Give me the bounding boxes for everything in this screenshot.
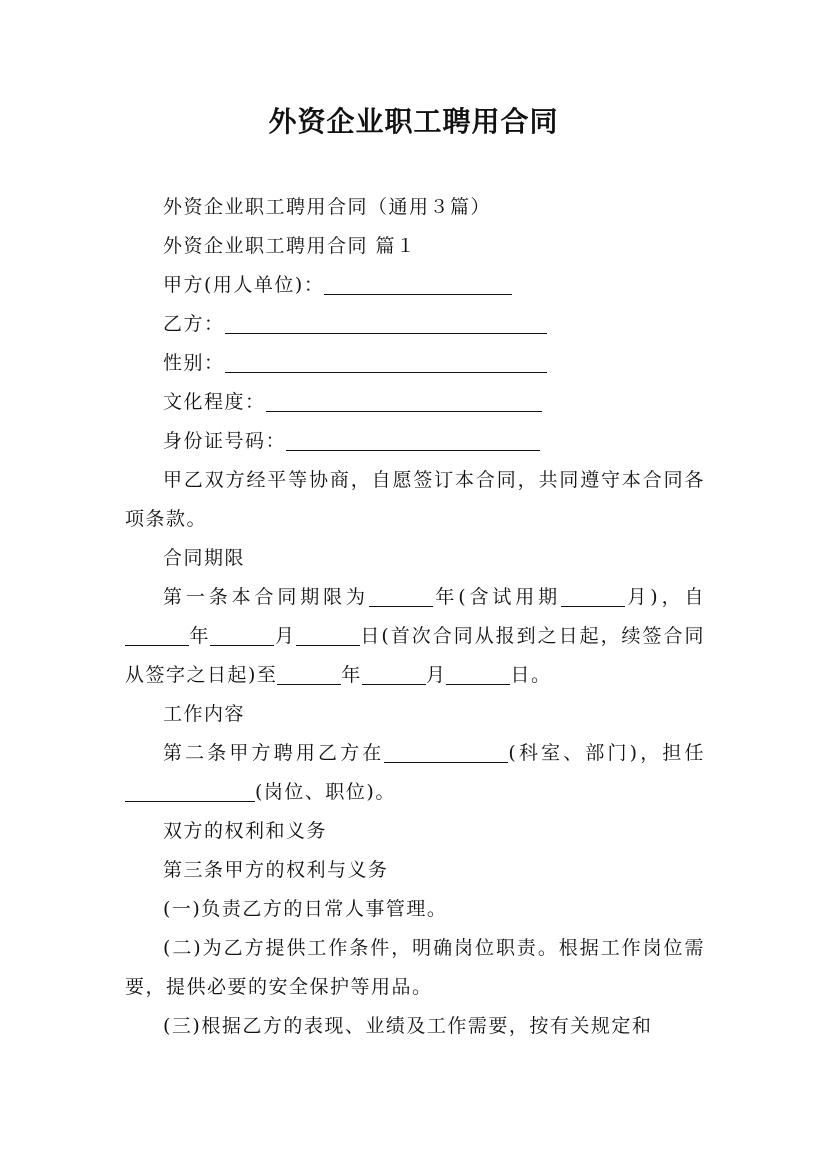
id-number-label: 身份证号码： [163,430,287,452]
document-title: 外资企业职工聘用合同 [268,105,559,138]
gender-blank [225,350,547,373]
party-b-line [125,305,705,344]
article-2-text-a: 第二条甲方聘用乙方在 [163,742,385,764]
end-month-blank [362,662,426,685]
article-1-text-h: 月 [425,664,447,686]
education-blank [266,389,542,412]
article-2-text-b: (科室、部门)，担任 [508,742,705,764]
article-1-text-i: 日。 [510,664,552,686]
article-2-text-c: (岗位、职位)。 [255,781,396,803]
department-blank [384,740,508,763]
article-3-item-2: (二)为乙方提供工作条件，明确岗位职责。根据工作岗位需要，提供必要的安全保护等用品。 [125,937,705,998]
document-body [125,188,705,1046]
party-a-label: 甲方(用人单位)： [163,274,325,296]
end-day-blank [446,662,510,685]
work-heading: 工作内容 [163,703,246,725]
article-1-text-f: 日(首次合同从报到之日起，续签合同从签字之日起)至 [125,625,705,686]
gender-label: 性别： [163,352,225,374]
article-1-text-g: 年 [341,664,362,686]
article-1-text-c: 月)，自 [625,586,705,608]
article-1-text-b: 年(含试用期 [432,586,562,608]
position-blank [125,779,255,802]
article-3-item-1: (一)负责乙方的日常人事管理。 [163,898,448,920]
article-1 [125,578,705,695]
article-3-heading: 第三条甲方的权利与义务 [163,859,389,881]
probation-months-blank [561,584,625,607]
gender-line [125,344,705,383]
party-b-blank [225,311,547,334]
term-heading: 合同期限 [163,547,246,569]
section-heading: 外资企业职工聘用合同 篇１ [163,235,417,257]
party-a-line [125,266,705,305]
subtitle-line: 外资企业职工聘用合同（通用３篇） [163,196,492,218]
education-line [125,383,705,422]
article-2 [125,734,705,812]
start-day-blank [296,623,360,646]
start-month-blank [210,623,274,646]
id-number-blank [286,428,540,451]
rights-heading: 双方的权利和义务 [163,820,328,842]
education-label: 文化程度： [163,391,266,413]
article-3-item-3: (三)根据乙方的表现、业绩及工作需要，按有关规定和 [163,1015,653,1037]
id-number-line [125,422,705,461]
end-year-blank [277,662,341,685]
article-1-text-d: 年 [189,625,211,647]
article-1-text-a: 第一条本合同期限为 [163,586,369,608]
term-years-blank [369,584,433,607]
start-year-blank [125,623,189,646]
party-a-blank [324,272,512,295]
party-b-label: 乙方： [163,313,225,335]
agreement-intro: 甲乙双方经平等协商，自愿签订本合同，共同遵守本合同各项条款。 [125,469,705,530]
article-1-text-e: 月 [274,625,296,647]
